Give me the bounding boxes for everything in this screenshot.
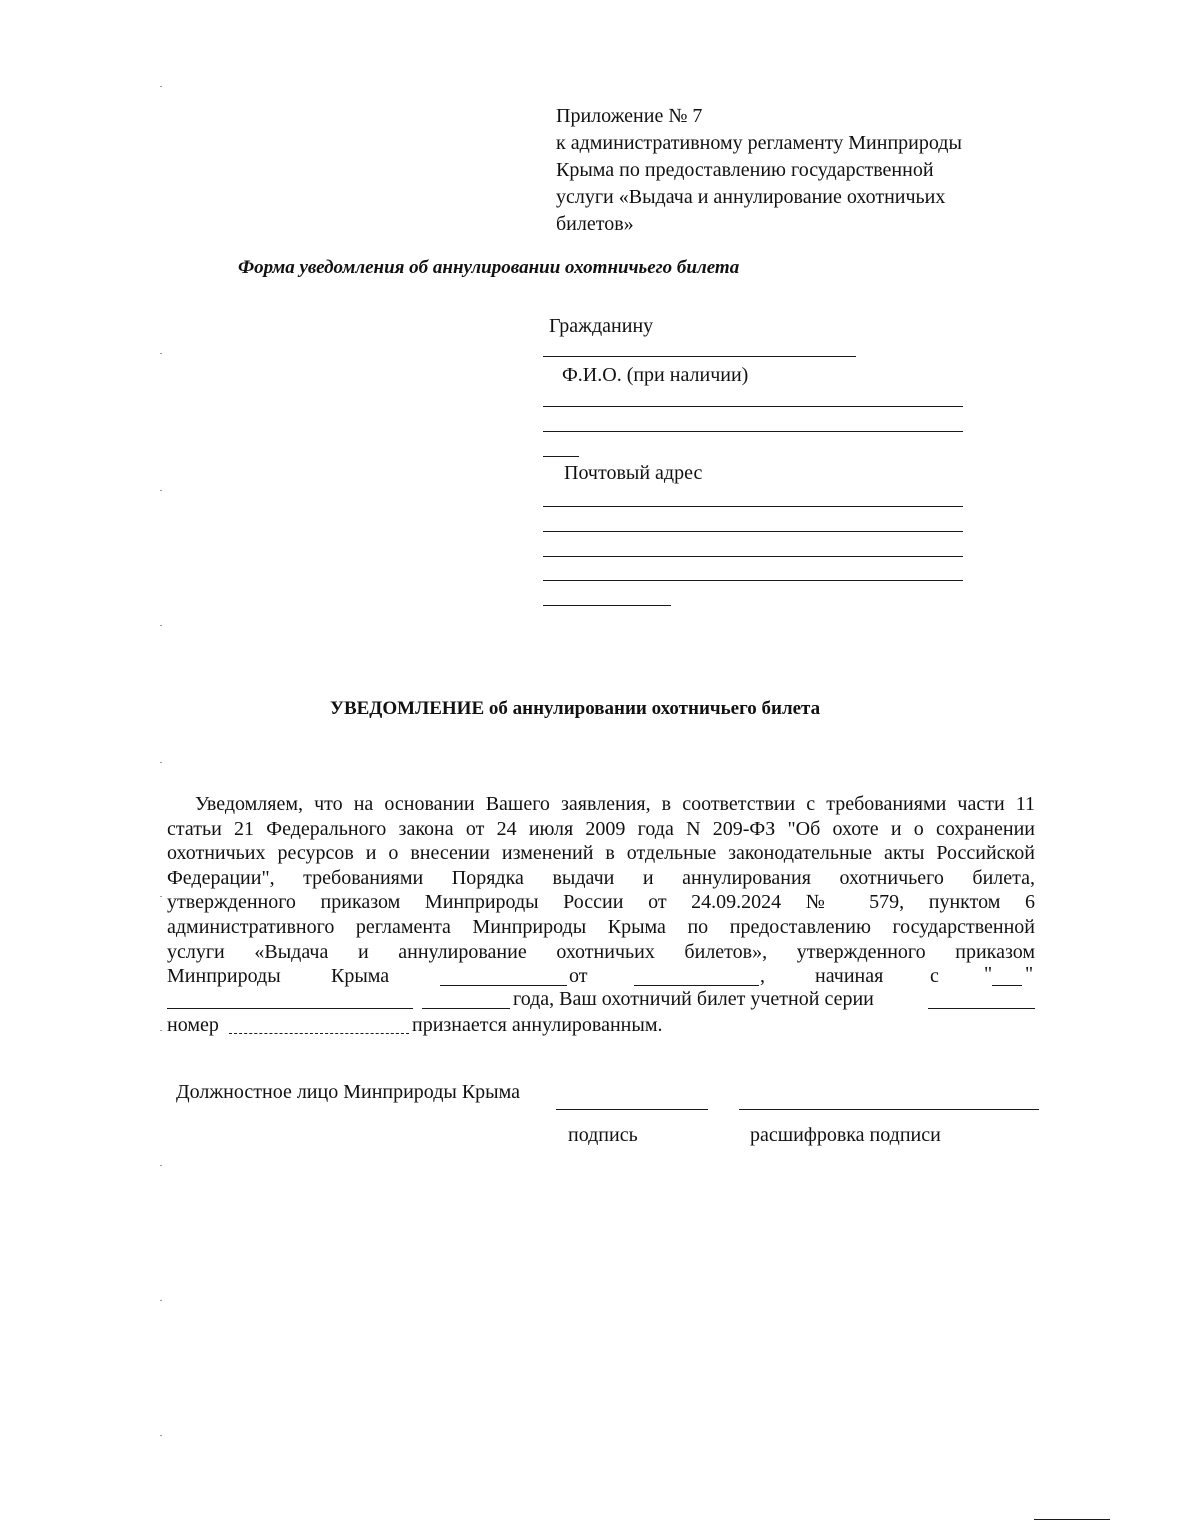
appendix-line: билетов» <box>556 213 634 235</box>
signature-decode-field[interactable] <box>739 1109 1039 1110</box>
name-line-1[interactable] <box>543 406 963 407</box>
notice-title-bold: УВЕДОМЛЕНИЕ <box>330 698 485 719</box>
scan-speck <box>160 490 162 491</box>
start-month-field[interactable] <box>167 1008 413 1009</box>
appendix-line: к административному регламенту Минприроды <box>556 132 962 154</box>
notice-body <box>167 792 1035 964</box>
scan-speck <box>160 762 162 763</box>
order-number-field[interactable] <box>440 985 567 986</box>
name-caption: Ф.И.О. (при наличии) <box>562 364 749 386</box>
ticket-series-field[interactable] <box>928 1008 1035 1009</box>
address-line-3[interactable] <box>543 556 963 557</box>
appendix-line: Крыма по предоставлению государственной <box>556 159 934 181</box>
signature-decode-caption: расшифровка подписи <box>750 1124 941 1146</box>
body-line: Уведомляем, что на основании Вашего заявления, в соответствии с требованиями части 11 <box>195 793 1035 815</box>
address-caption: Почтовый адрес <box>564 462 703 484</box>
name-line-2[interactable] <box>543 431 963 432</box>
scan-speck <box>160 353 162 354</box>
signature-caption: подпись <box>568 1124 638 1146</box>
body-line: охотничьих ресурсов и о внесении изменений в отдельные законодательные акты Российской <box>167 842 1035 865</box>
body-line: статьи 21 Федерального закона от 24 июля 2009 года N 209-ФЗ "Об охоте и о сохранении <box>167 817 1035 840</box>
ticket-number-field[interactable] <box>229 1033 409 1034</box>
body-line: Федерации", требованиями Порядка выдачи и аннулирования охотничьего билета, <box>167 866 1035 889</box>
scan-speck <box>160 1030 162 1031</box>
body-line: административного регламента Минприроды Крыма по предоставлению государственной <box>167 915 1035 938</box>
body-word: с <box>930 965 939 987</box>
start-day-field[interactable] <box>992 985 1022 986</box>
notice-title <box>330 697 820 721</box>
official-title: Должностное лицо Минприроды Крыма <box>176 1081 521 1103</box>
form-title: Форма уведомления об аннулировании охотничьего билета <box>238 257 740 278</box>
name-line-3[interactable] <box>543 456 579 457</box>
footer-line <box>1034 1519 1110 1520</box>
body-word: от <box>569 965 588 987</box>
order-date-field[interactable] <box>634 985 759 986</box>
body-line: утвержденного приказом Минприроды России от 24.09.2024 № 579, пунктом 6 <box>167 891 1035 914</box>
quote-mark: " <box>984 963 993 985</box>
body-word: Крыма <box>331 965 390 987</box>
number-label: номер <box>167 1014 219 1036</box>
address-line-4[interactable] <box>543 580 963 581</box>
address-line-1[interactable] <box>543 506 963 507</box>
body-line-9: года, Ваш охотничий билет учетной серии <box>513 988 874 1010</box>
body-word: Минприроды <box>167 965 281 987</box>
quote-mark: " <box>1025 963 1034 985</box>
scan-speck <box>160 86 162 87</box>
scan-speck <box>160 625 162 626</box>
body-word: , <box>760 965 765 987</box>
appendix-block <box>556 103 962 238</box>
scan-speck <box>160 1435 162 1436</box>
appendix-line: услуги «Выдача и аннулирование охотничьих <box>556 186 946 208</box>
notice-title-rest: об аннулировании охотничьего билета <box>484 698 821 719</box>
scan-speck <box>160 1165 162 1166</box>
address-line-2[interactable] <box>543 531 963 532</box>
signature-field[interactable] <box>556 1109 708 1110</box>
recipient-name-field[interactable] <box>543 356 856 357</box>
address-line-5[interactable] <box>543 605 671 606</box>
body-word: начиная <box>815 965 884 987</box>
body-line-10-end: признается аннулированным. <box>412 1014 663 1036</box>
recipient-greeting: Гражданину <box>549 315 654 337</box>
start-year-field[interactable] <box>422 1008 510 1009</box>
scan-speck <box>160 896 162 897</box>
scan-speck <box>160 1300 162 1301</box>
appendix-line: Приложение № 7 <box>556 105 703 127</box>
body-line: услуги «Выдача и аннулирование охотничьих билетов», утвержденного приказом <box>167 940 1035 963</box>
